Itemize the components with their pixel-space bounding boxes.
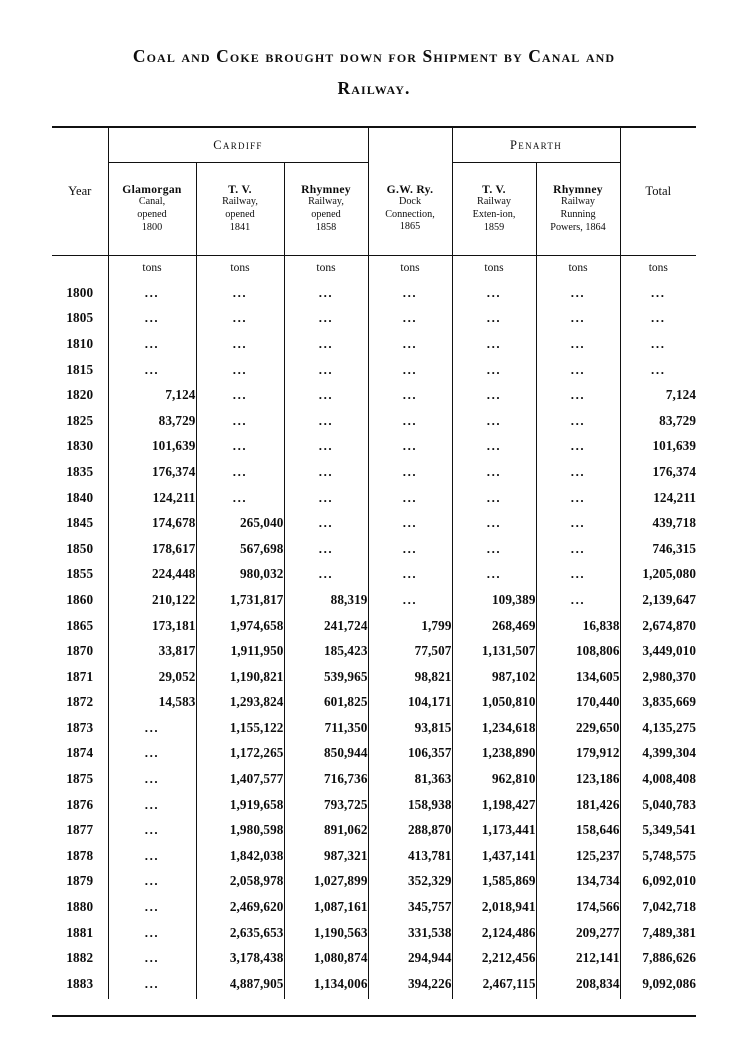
cell-glamorgan-canal: ... — [108, 306, 196, 332]
cell-tv-railway: 1,731,817 — [196, 587, 284, 613]
units-cell-tv-extension: tons — [452, 256, 536, 281]
cell-year: 1883 — [52, 971, 108, 999]
cell-glamorgan-canal: ... — [108, 357, 196, 383]
cell-rhymney-running: ... — [536, 562, 620, 588]
cell-total: ... — [651, 284, 666, 300]
cell-total: 2,674,870 — [642, 617, 697, 633]
cell-gwr-dock: 106,357 — [368, 741, 452, 767]
cell-year: 1840 — [52, 485, 108, 511]
cell-gwr-dock: ... — [368, 306, 452, 332]
cell-gwr-dock: ... — [368, 510, 452, 536]
cell-gwr-dock: 158,938 — [368, 792, 452, 818]
cell-rhymney-running: 181,426 — [536, 792, 620, 818]
cell-tv-railway: ... — [196, 408, 284, 434]
table-row — [52, 280, 696, 306]
units-cell-rhymney-railway: tons — [284, 256, 368, 281]
table-bottom-spacer — [52, 999, 696, 1015]
table-row — [52, 485, 696, 511]
cell-total: 2,139,647 — [642, 591, 697, 607]
cell-glamorgan-canal: ... — [108, 971, 196, 999]
cell-tv-railway: 1,407,577 — [196, 766, 284, 792]
page-title — [0, 0, 748, 104]
cell-tv-railway: 1,980,598 — [196, 817, 284, 843]
cell-rhymney-running: ... — [536, 357, 620, 383]
cell-tv-railway: ... — [196, 357, 284, 383]
cell-year: 1820 — [52, 382, 108, 408]
cell-gwr-dock: 93,815 — [368, 715, 452, 741]
cell-glamorgan-canal: 174,678 — [108, 510, 196, 536]
cell-tv-extension: 962,810 — [452, 766, 536, 792]
cell-total: 2,980,370 — [642, 668, 697, 684]
cell-tv-extension: ... — [452, 536, 536, 562]
cell-glamorgan-canal: 29,052 — [108, 664, 196, 690]
cell-total: ... — [651, 310, 666, 326]
cell-rhymney-running: ... — [536, 434, 620, 460]
cell-tv-railway: ... — [196, 382, 284, 408]
cell-glamorgan-canal: 124,211 — [108, 485, 196, 511]
cell-year: 1800 — [52, 280, 108, 306]
cell-total: 101,639 — [652, 438, 697, 454]
cell-rhymney-running: 16,838 — [536, 613, 620, 639]
cell-tv-extension: ... — [452, 306, 536, 332]
units-cell-gwr-dock: tons — [368, 256, 452, 281]
cell-gwr-dock: ... — [368, 459, 452, 485]
cell-year: 1870 — [52, 638, 108, 664]
cell-tv-extension: 1,173,441 — [452, 817, 536, 843]
cell-rhymney-railway: 987,321 — [284, 843, 368, 869]
table-row — [52, 562, 696, 588]
cell-tv-railway: 2,058,978 — [196, 869, 284, 895]
table-row — [52, 510, 696, 536]
cell-tv-railway: 2,635,653 — [196, 920, 284, 946]
cell-glamorgan-canal: ... — [108, 894, 196, 920]
cell-rhymney-running: ... — [536, 408, 620, 434]
cell-total: 6,092,010 — [642, 873, 697, 889]
cell-gwr-dock: 1,799 — [368, 613, 452, 639]
column-header-year: Year — [52, 128, 108, 256]
cell-total: 176,374 — [652, 463, 697, 479]
cell-tv-extension: 2,124,486 — [452, 920, 536, 946]
cell-year: 1881 — [52, 920, 108, 946]
cell-rhymney-running: 134,734 — [536, 869, 620, 895]
table-row — [52, 306, 696, 332]
cell-rhymney-railway: ... — [284, 331, 368, 357]
cell-gwr-dock: 413,781 — [368, 843, 452, 869]
cell-tv-railway: 1,974,658 — [196, 613, 284, 639]
column-header-row — [52, 163, 696, 256]
cell-gwr-dock: ... — [368, 357, 452, 383]
cell-tv-railway: ... — [196, 459, 284, 485]
cell-gwr-dock: ... — [368, 485, 452, 511]
cell-tv-extension: 2,212,456 — [452, 945, 536, 971]
cell-glamorgan-canal: ... — [108, 920, 196, 946]
table-row — [52, 382, 696, 408]
cell-tv-railway: 265,040 — [196, 510, 284, 536]
column-header-gwr-dock-connection: G.W. Ry. Dock Connection, 1865 — [368, 163, 452, 256]
cell-tv-railway: 1,919,658 — [196, 792, 284, 818]
cell-gwr-dock: ... — [368, 331, 452, 357]
cell-year: 1878 — [52, 843, 108, 869]
cell-tv-railway: 4,887,905 — [196, 971, 284, 999]
title-line-2: Railway. — [337, 78, 411, 98]
cell-gwr-dock: ... — [368, 382, 452, 408]
cell-tv-extension: 1,437,141 — [452, 843, 536, 869]
cell-tv-extension: ... — [452, 280, 536, 306]
cell-year: 1850 — [52, 536, 108, 562]
table-row — [52, 357, 696, 383]
cell-total: 7,124 — [665, 387, 697, 403]
cell-gwr-dock: 345,757 — [368, 894, 452, 920]
title-line-1: Coal and Coke brought down for Shipment by Canal and — [132, 46, 616, 66]
statistics-table-container — [52, 126, 696, 1017]
units-cell-year — [52, 256, 108, 281]
cell-gwr-dock: 352,329 — [368, 869, 452, 895]
cell-rhymney-running: ... — [536, 510, 620, 536]
cell-tv-railway: 1,293,824 — [196, 690, 284, 716]
cell-year: 1830 — [52, 434, 108, 460]
cell-rhymney-running: 229,650 — [536, 715, 620, 741]
cell-tv-extension: 987,102 — [452, 664, 536, 690]
cell-year: 1845 — [52, 510, 108, 536]
cell-year: 1874 — [52, 741, 108, 767]
cell-glamorgan-canal: ... — [108, 766, 196, 792]
cell-year: 1872 — [52, 690, 108, 716]
column-header-tv-railway: T. V. Railway, opened 1841 — [196, 163, 284, 256]
table-row — [52, 613, 696, 639]
cell-rhymney-railway: 539,965 — [284, 664, 368, 690]
cell-year: 1865 — [52, 613, 108, 639]
cell-tv-railway: 1,842,038 — [196, 843, 284, 869]
cell-total: 5,349,541 — [642, 822, 697, 838]
cell-tv-extension: ... — [452, 331, 536, 357]
cell-rhymney-railway: 793,725 — [284, 792, 368, 818]
cell-glamorgan-canal: ... — [108, 741, 196, 767]
cell-year: 1871 — [52, 664, 108, 690]
cell-rhymney-railway: 1,027,899 — [284, 869, 368, 895]
table-row — [52, 331, 696, 357]
cell-tv-railway: ... — [196, 485, 284, 511]
cell-tv-extension: ... — [452, 357, 536, 383]
cell-tv-railway: 980,032 — [196, 562, 284, 588]
cell-rhymney-railway: 601,825 — [284, 690, 368, 716]
cell-rhymney-railway: ... — [284, 536, 368, 562]
group-header-spacer — [368, 128, 452, 163]
table-row — [52, 408, 696, 434]
cell-tv-extension: ... — [452, 434, 536, 460]
cell-glamorgan-canal: 33,817 — [108, 638, 196, 664]
cell-rhymney-running: 125,237 — [536, 843, 620, 869]
cell-year: 1805 — [52, 306, 108, 332]
cell-tv-extension: ... — [452, 485, 536, 511]
cell-tv-railway: ... — [196, 331, 284, 357]
cell-year: 1879 — [52, 869, 108, 895]
cell-tv-extension: 268,469 — [452, 613, 536, 639]
column-header-rhymney-railway: Rhymney Railway, opened 1858 — [284, 163, 368, 256]
table-row — [52, 971, 696, 999]
cell-rhymney-running: 209,277 — [536, 920, 620, 946]
cell-gwr-dock: 81,363 — [368, 766, 452, 792]
table-row — [52, 715, 696, 741]
cell-rhymney-running: ... — [536, 485, 620, 511]
cell-year: 1835 — [52, 459, 108, 485]
cell-glamorgan-canal: 14,583 — [108, 690, 196, 716]
table-row — [52, 690, 696, 716]
cell-rhymney-railway: 850,944 — [284, 741, 368, 767]
cell-glamorgan-canal: 101,639 — [108, 434, 196, 460]
cell-rhymney-running: ... — [536, 587, 620, 613]
cell-rhymney-railway: ... — [284, 408, 368, 434]
cell-tv-railway: 1,911,950 — [196, 638, 284, 664]
units-cell-total: tons — [648, 262, 668, 274]
table-row — [52, 664, 696, 690]
cell-rhymney-railway: 1,134,006 — [284, 971, 368, 999]
cell-gwr-dock: 288,870 — [368, 817, 452, 843]
cell-rhymney-railway: 711,350 — [284, 715, 368, 741]
table-header — [52, 128, 696, 256]
cell-year: 1877 — [52, 817, 108, 843]
cell-tv-extension: 1,198,427 — [452, 792, 536, 818]
cell-rhymney-running: 158,646 — [536, 817, 620, 843]
cell-gwr-dock: 104,171 — [368, 690, 452, 716]
cell-rhymney-running: 208,834 — [536, 971, 620, 999]
column-header-rhymney-running-powers: Rhymney Railway Running Powers, 1864 — [536, 163, 620, 256]
cell-year: 1860 — [52, 587, 108, 613]
cell-tv-extension: 2,018,941 — [452, 894, 536, 920]
table-row — [52, 638, 696, 664]
table-row — [52, 741, 696, 767]
group-header-row — [52, 128, 696, 163]
cell-rhymney-railway: 891,062 — [284, 817, 368, 843]
cell-rhymney-railway: 185,423 — [284, 638, 368, 664]
cell-gwr-dock: ... — [368, 536, 452, 562]
cell-tv-extension: 2,467,115 — [452, 971, 536, 999]
cell-tv-railway: ... — [196, 434, 284, 460]
cell-total: ... — [651, 335, 666, 351]
cell-rhymney-railway: ... — [284, 510, 368, 536]
cell-rhymney-running: 108,806 — [536, 638, 620, 664]
cell-year: 1810 — [52, 331, 108, 357]
table-row — [52, 920, 696, 946]
cell-gwr-dock: ... — [368, 562, 452, 588]
cell-gwr-dock: 294,944 — [368, 945, 452, 971]
cell-year: 1825 — [52, 408, 108, 434]
cell-total: 5,748,575 — [642, 847, 697, 863]
cell-year: 1876 — [52, 792, 108, 818]
cell-rhymney-railway: 88,319 — [284, 587, 368, 613]
units-cell-rhymney-running: tons — [536, 256, 620, 281]
table-row — [52, 817, 696, 843]
cell-total: 4,135,275 — [642, 719, 697, 735]
cell-glamorgan-canal: 173,181 — [108, 613, 196, 639]
units-row — [52, 256, 696, 281]
group-header-penarth: Penarth — [452, 128, 620, 163]
cell-tv-railway: 567,698 — [196, 536, 284, 562]
cell-tv-railway: 2,469,620 — [196, 894, 284, 920]
cell-tv-extension: ... — [452, 510, 536, 536]
cell-total: 5,040,783 — [642, 796, 697, 812]
cell-total: 3,835,669 — [642, 694, 697, 710]
cell-gwr-dock: ... — [368, 408, 452, 434]
cell-glamorgan-canal: ... — [108, 331, 196, 357]
cell-year: 1882 — [52, 945, 108, 971]
cell-total: 746,315 — [652, 540, 697, 556]
cell-glamorgan-canal: ... — [108, 715, 196, 741]
cell-total: 124,211 — [653, 489, 697, 505]
cell-rhymney-railway: ... — [284, 382, 368, 408]
cell-total: 3,449,010 — [642, 643, 697, 659]
cell-rhymney-running: 212,141 — [536, 945, 620, 971]
cell-glamorgan-canal: ... — [108, 869, 196, 895]
cell-rhymney-running: ... — [536, 536, 620, 562]
column-header-tv-railway-extension: T. V. Railway Exten-ion, 1859 — [452, 163, 536, 256]
cell-year: 1880 — [52, 894, 108, 920]
cell-rhymney-running: ... — [536, 280, 620, 306]
cell-rhymney-railway: ... — [284, 434, 368, 460]
cell-rhymney-running: 174,566 — [536, 894, 620, 920]
table-row — [52, 894, 696, 920]
cell-rhymney-railway: ... — [284, 280, 368, 306]
table-row — [52, 945, 696, 971]
cell-glamorgan-canal: 83,729 — [108, 408, 196, 434]
cell-tv-extension: ... — [452, 459, 536, 485]
cell-tv-extension: ... — [452, 408, 536, 434]
table-row — [52, 587, 696, 613]
cell-gwr-dock: ... — [368, 587, 452, 613]
cell-total: 1,205,080 — [642, 566, 697, 582]
cell-year: 1873 — [52, 715, 108, 741]
units-cell-tv-railway: tons — [196, 256, 284, 281]
cell-rhymney-railway: ... — [284, 485, 368, 511]
cell-glamorgan-canal: 176,374 — [108, 459, 196, 485]
cell-gwr-dock: ... — [368, 280, 452, 306]
cell-rhymney-railway: 1,087,161 — [284, 894, 368, 920]
cell-total: 83,729 — [659, 412, 697, 428]
table-row — [52, 459, 696, 485]
cell-gwr-dock: 98,821 — [368, 664, 452, 690]
cell-total: 9,092,086 — [642, 975, 697, 991]
cell-glamorgan-canal: ... — [108, 817, 196, 843]
cell-rhymney-railway: ... — [284, 459, 368, 485]
column-header-total: Total — [620, 128, 696, 256]
cell-glamorgan-canal: 210,122 — [108, 587, 196, 613]
cell-rhymney-running: 134,605 — [536, 664, 620, 690]
cell-tv-extension: ... — [452, 562, 536, 588]
column-header-glamorgan-canal: Glamorgan Canal, opened 1800 — [108, 163, 196, 256]
cell-tv-extension: 109,389 — [452, 587, 536, 613]
cell-rhymney-running: ... — [536, 306, 620, 332]
cell-rhymney-railway: ... — [284, 357, 368, 383]
table-body — [52, 256, 696, 999]
cell-gwr-dock: ... — [368, 434, 452, 460]
cell-tv-extension: 1,585,869 — [452, 869, 536, 895]
table-row — [52, 536, 696, 562]
cell-rhymney-running: 123,186 — [536, 766, 620, 792]
cell-total: 7,042,718 — [642, 899, 697, 915]
cell-total: 7,489,381 — [642, 924, 697, 940]
cell-tv-railway: 1,190,821 — [196, 664, 284, 690]
cell-rhymney-railway: 716,736 — [284, 766, 368, 792]
coal-shipment-table — [52, 128, 696, 999]
cell-year: 1855 — [52, 562, 108, 588]
cell-gwr-dock: 394,226 — [368, 971, 452, 999]
cell-tv-railway: 3,178,438 — [196, 945, 284, 971]
table-row — [52, 792, 696, 818]
cell-glamorgan-canal: 7,124 — [108, 382, 196, 408]
cell-tv-extension: 1,238,890 — [452, 741, 536, 767]
cell-year: 1815 — [52, 357, 108, 383]
cell-total: 4,008,408 — [642, 771, 697, 787]
cell-tv-extension: 1,050,810 — [452, 690, 536, 716]
cell-gwr-dock: 331,538 — [368, 920, 452, 946]
cell-rhymney-running: 179,912 — [536, 741, 620, 767]
cell-tv-railway: 1,155,122 — [196, 715, 284, 741]
cell-glamorgan-canal: 224,448 — [108, 562, 196, 588]
cell-rhymney-running: ... — [536, 331, 620, 357]
cell-rhymney-railway: 241,724 — [284, 613, 368, 639]
cell-total: ... — [651, 361, 666, 377]
cell-rhymney-railway: ... — [284, 306, 368, 332]
cell-tv-railway: 1,172,265 — [196, 741, 284, 767]
table-row — [52, 869, 696, 895]
cell-rhymney-railway: 1,080,874 — [284, 945, 368, 971]
cell-tv-extension: 1,234,618 — [452, 715, 536, 741]
cell-glamorgan-canal: ... — [108, 945, 196, 971]
cell-glamorgan-canal: ... — [108, 280, 196, 306]
cell-tv-railway: ... — [196, 280, 284, 306]
group-header-cardiff: Cardiff — [108, 128, 368, 163]
cell-tv-railway: ... — [196, 306, 284, 332]
table-row — [52, 434, 696, 460]
table-row — [52, 766, 696, 792]
cell-tv-extension: 1,131,507 — [452, 638, 536, 664]
cell-tv-extension: ... — [452, 382, 536, 408]
cell-rhymney-running: ... — [536, 459, 620, 485]
cell-glamorgan-canal: ... — [108, 792, 196, 818]
cell-glamorgan-canal: 178,617 — [108, 536, 196, 562]
cell-total: 7,886,626 — [642, 950, 697, 966]
table-row — [52, 843, 696, 869]
cell-gwr-dock: 77,507 — [368, 638, 452, 664]
cell-glamorgan-canal: ... — [108, 843, 196, 869]
cell-total: 4,399,304 — [642, 745, 697, 761]
cell-total: 439,718 — [652, 515, 697, 531]
cell-year: 1875 — [52, 766, 108, 792]
cell-rhymney-railway: 1,190,563 — [284, 920, 368, 946]
cell-rhymney-running: 170,440 — [536, 690, 620, 716]
cell-rhymney-railway: ... — [284, 562, 368, 588]
cell-rhymney-running: ... — [536, 382, 620, 408]
units-cell-glamorgan-canal: tons — [108, 256, 196, 281]
